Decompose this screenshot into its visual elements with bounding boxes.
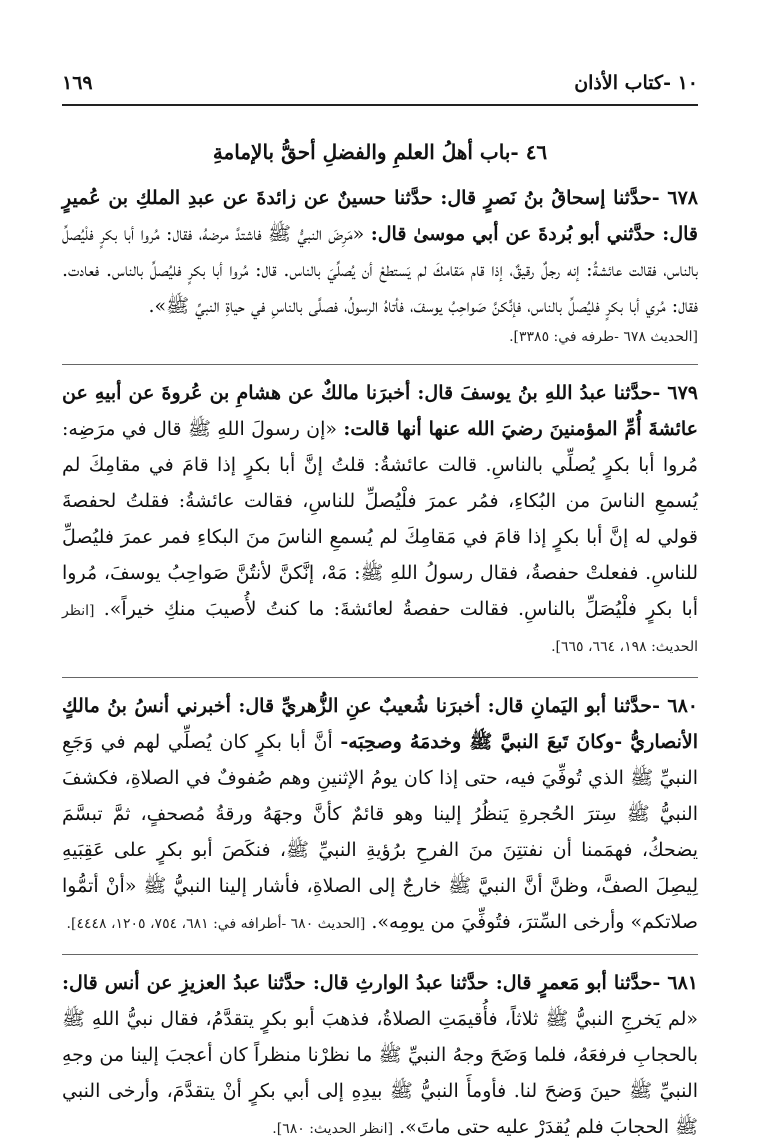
running-title: ١٠ -كتاب الأذان	[574, 72, 698, 94]
hadith-divider	[62, 954, 698, 955]
hadith-text	[62, 375, 698, 663]
hadith-number: ٦٧٩ -	[652, 382, 698, 404]
hadith-680	[62, 688, 698, 940]
hadith-text	[62, 180, 698, 324]
page-number: ١٦٩	[62, 72, 93, 94]
hadith-reference: [الحديث ٦٧٨ -طرفه في: ٣٣٨٥].	[509, 329, 698, 345]
hadith-number: ٦٨٠ -	[652, 695, 698, 717]
hadith-matn: «مَرِضَ النبيُّ ﷺ فاشتدَّ مرضهُ، فقال: مُروا أبا بكرٍ فلْيُصلِّ بالناس، فقالت عائشةُ: إنه رجلٌ رقيقٌ، إذا قام مَقامكَ لم يَستطعْ أن يُصلِّيَ بالناس. قال: مُروا أبا بكرٍ فليُصلِّ بالناس. فعادت. فقال: مُري أبا بكرٍ فليُصلِّ بالناس، فإنَّكنَّ صَواحِبُ يوسفَ، فأتاهُ الرسولُ، فصلَّى بالناسِ في حياةِ النبيِّ ﷺ».	[62, 223, 698, 317]
hadith-number: ٦٨١ -	[652, 972, 698, 994]
hadith-679	[62, 375, 698, 663]
hadith-isnad: حدَّثنا إسحاقُ بنُ نَصرٍ قال: حدَّثنا حسينٌ عن زائدةَ عن عبدِ الملكِ بن عُميرٍ قال: حدَّثني أبو بُردةَ عن أبي موسىٰ قال:	[62, 187, 698, 245]
hadith-matn: أنَّ أبا بكرٍ كان يُصلِّي لهم في وَجَعِ النبيِّ ﷺ الذي تُوفِّيَ فيه، حتى إذا كان يومُ الإثنينِ وهم صُفوفٌ في الصلاةِ، فكشفَ النبيُّ ﷺ سِترَ الحُجرةِ يَنظُرُ إلينا وهو قائمٌ كأنَّ وجهَهُ ورقةُ مُصحفٍ، ثمَّ تبسَّمَ يضحكُ، فهمَمنا أن نفتتِنَ منَ الفرحِ برُؤيةِ النبيِّ ﷺ، فنكَصَ أبو بكرٍ على عَقِبَيهِ لِيصِلَ الصفَّ، وظنَّ أنَّ النبيَّ ﷺ خارجٌ إلى الصلاةِ، فأشار إلينا النبيُّ ﷺ «أنْ أتمُّوا صلاتكم» وأرخى السِّترَ، فتُوفِّيَ من يومِه».	[62, 731, 698, 933]
hadith-reference: [انظر الحديث: ٦٨٠].	[272, 1121, 394, 1137]
running-header	[62, 70, 698, 102]
hadith-678	[62, 180, 698, 350]
chapter-title: ٤٦ -باب أهلُ العلمِ والفضلِ أحقُّ بالإمامةِ	[212, 140, 548, 164]
hadith-divider	[62, 677, 698, 678]
page-content	[62, 180, 698, 1145]
hadith-reference: [الحديث ٦٨٠ -أطرافه في: ٦٨١، ٧٥٤، ١٢٠٥، ٤٤٤٨].	[66, 916, 366, 932]
hadith-text	[62, 688, 698, 940]
header-rule	[62, 104, 698, 106]
hadith-681	[62, 965, 698, 1145]
hadith-isnad: حدَّثنا عبدُ اللهِ بنُ يوسفَ قال: أخبرَنا مالكٌ عن هشامِ بن عُروةَ عن أبيهِ عن عائشةَ أُمِّ المؤمنينَ رضيَ الله عنها أنها قالت:	[62, 382, 698, 440]
hadith-isnad: حدَّثنا أبو اليَمانِ قال: أخبرَنا شُعيبٌ عنِ الزُّهريِّ قال: أخبرني أنسُ بنُ مالكٍ الأنصاريُّ -وكانَ تَبعَ النبيَّ ﷺ وخدمَهُ وصحِبَه-	[62, 695, 698, 753]
hadith-divider	[62, 364, 698, 365]
hadith-isnad: حدَّثنا أبو مَعمرٍ قال: حدَّثنا عبدُ الوارثِ قال: حدَّثنا عبدُ العزيزِ عن أنس قال:	[62, 972, 653, 994]
hadith-number: ٦٧٨ -	[651, 187, 698, 209]
hadith-matn: «إن رسولَ اللهِ ﷺ قال في مرَضِه: مُروا أبا بكرٍ يُصلِّي بالناسِ. قالت عائشةُ: قلتُ إنَّ أبا بكرٍ إذا قامَ في مقامِكَ لم يُسمعِ الناسَ من البُكاءِ، فمُر عمرَ فلْيُصلِّ للناسِ، فقالت عائشةُ: فقلتُ لحفصةَ قولي له إنَّ أبا بكرٍ إذا قامَ في مَقامِكَ لم يُسمعِ الناسَ منَ البكاءِ فمر عمرَ فليُصلِّ للناسِ. ففعلتْ حفصةُ، فقال رسولُ اللهِ ﷺ: مَهْ، إنَّكنَّ لأنتُنَّ صَواحِبُ يوسفَ، مُروا أبا بكرٍ فلْيُصَلِّ بالناسِ. فقالت حفصةُ لعائشةَ: ما كنتُ لأُصيبَ منكِ خيراً».	[62, 418, 698, 620]
hadith-reference: [انظر الحديث: ١٩٨، ٦٦٤، ٦٦٥].	[62, 603, 698, 655]
hadith-text	[62, 965, 698, 1145]
hadith-matn: «لم يَخرجِ النبيُّ ﷺ ثلاثاً، فأُقيمَتِ الصلاةُ، فذهبَ أبو بكرٍ يتقدَّمُ، فقال نبيُّ اللهِ ﷺ بالحجابِ فرفعَهُ، فلما وَضَحَ وجهُ النبيِّ ﷺ ما نظرْنا منظراً كان أعجبَ إلينا من وجهِ النبيِّ ﷺ حينَ وَضحَ لنا. فأومأَ النبيُّ ﷺ بيدِهِ إلى أبي بكرٍ أنْ يتقدَّمَ، وأرخى النبي ﷺ الحجابَ فلم يُقدَرْ عليه حتى ماتَ».	[62, 1008, 698, 1138]
